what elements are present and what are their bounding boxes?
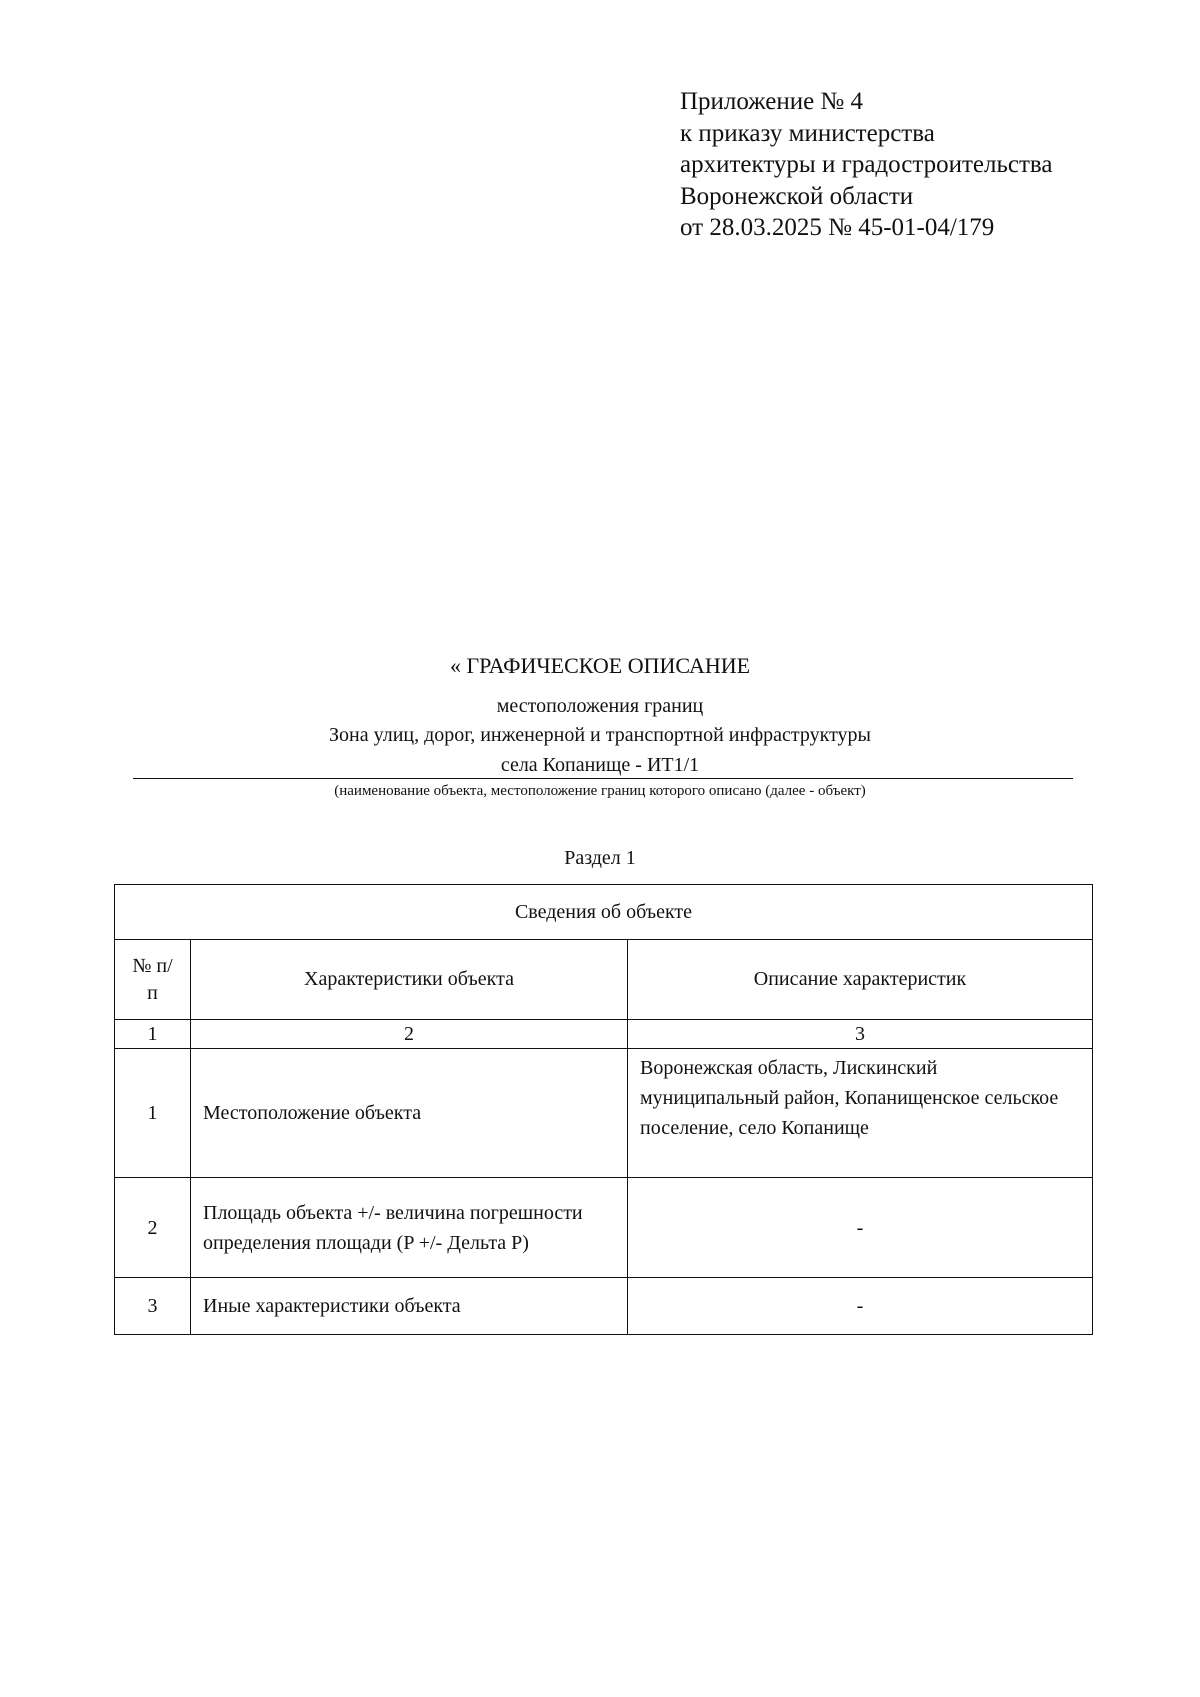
appendix-line-2: к приказу министерства [680,119,935,147]
object-name-underline [133,778,1073,779]
table-index-row [115,1020,1093,1049]
row-characteristic: Площадь объекта +/- величина погрешности определения площади (P +/- Дельта P) [191,1178,628,1278]
table-caption: Сведения об объекте [115,885,1093,940]
index-cell: 2 [191,1020,628,1049]
appendix-header [680,86,1052,244]
object-info-table [114,884,1093,1335]
appendix-line-3: архитектуры и градостроительства [680,151,1053,178]
row-num: 3 [115,1278,191,1335]
header-num: № п/п [115,940,191,1020]
object-caption: (наименование объекта, местоположение границ которого описано (далее - объект) [334,783,866,799]
row-characteristic: Иные характеристики объекта [191,1278,628,1335]
row-description: - [628,1278,1093,1335]
table-row [115,1178,1093,1278]
section-label: Раздел 1 [564,847,636,869]
object-name-line-2: села Копанище - ИТ1/1 [500,754,700,776]
table-row [115,1278,1093,1335]
document-subtitle: местоположения границ [496,695,704,717]
appendix-line-5: от 28.03.2025 № 45-01-04/179 [680,214,995,241]
row-description: - [628,1178,1093,1278]
document-title: « ГРАФИЧЕСКОЕ ОПИСАНИЕ [449,653,751,678]
appendix-line-4: Воронежской области [680,182,914,210]
header-characteristic: Характеристики объекта [191,940,628,1020]
index-cell: 1 [115,1020,191,1049]
table-row [115,1049,1093,1178]
table-caption-row [115,885,1093,940]
row-description: Воронежская область, Лискинский муниципальный район, Копанищенское сельское поселение, село Копанище [628,1049,1093,1178]
table-header-row [115,940,1093,1020]
appendix-line-1: Приложение № 4 [680,88,864,115]
object-name-line-1: Зона улиц, дорог, инженерной и транспортной инфраструктуры [329,724,871,746]
row-num: 1 [115,1049,191,1178]
row-num: 2 [115,1178,191,1278]
index-cell: 3 [628,1020,1093,1049]
row-characteristic: Местоположение объекта [191,1049,628,1178]
header-description: Описание характеристик [628,940,1093,1020]
